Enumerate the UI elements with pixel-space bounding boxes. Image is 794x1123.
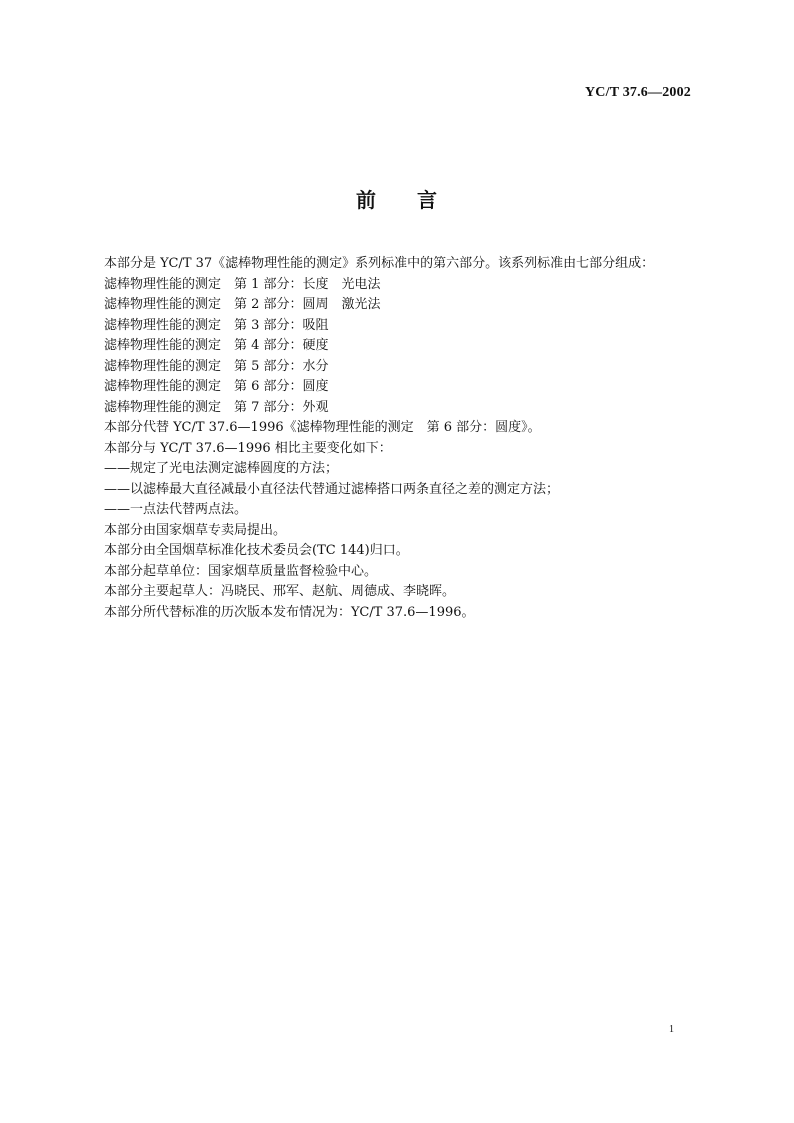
text-line: 滤棒物理性能的测定 第 3 部分：吸阻: [104, 317, 329, 333]
text-line: 本部分由全国烟草标准化技术委员会(TC 144)归口。: [104, 543, 409, 558]
text-line: 滤棒物理性能的测定 第 4 部分：硬度: [104, 338, 329, 353]
text-line: 滤棒物理性能的测定 第 2 部分：圆周 激光法: [104, 297, 381, 312]
text-line: 本部分所代替标准的历次版本发布情况为：YC/T 37.6—1996。: [104, 604, 475, 620]
title-char-1: 前: [356, 188, 377, 212]
text-line: 本部分是 YC/T 37《滤棒物理性能的测定》系列标准中的第六部分。该系列标准由七部分组成：: [104, 256, 655, 271]
text-line: 本部分代替 YC/T 37.6—1996《滤棒物理性能的测定 第 6 部分：圆度》。: [104, 420, 541, 435]
text-line: 本部分由国家烟草专卖局提出。: [104, 522, 287, 538]
page-number: 1: [669, 1024, 674, 1035]
page-title: [0, 184, 794, 213]
text-line: 本部分起草单位：国家烟草质量监督检验中心。: [104, 563, 378, 579]
text-line: ——以滤棒最大直径减最小直径法代替通过滤棒搭口两条直径之差的测定方法；: [104, 481, 560, 497]
text-line: 滤棒物理性能的测定 第 7 部分：外观: [104, 399, 329, 415]
text-line: 本部分主要起草人：冯晓民、邢军、赵航、周德成、李晓晖。: [104, 584, 456, 599]
text-line: ——一点法代替两点法。: [104, 502, 248, 517]
text-line: ——规定了光电法测定滤棒圆度的方法；: [104, 461, 339, 476]
foreword-body: [104, 254, 704, 623]
title-char-2: 言: [417, 188, 438, 212]
text-line: 滤棒物理性能的测定 第 5 部分：水分: [104, 358, 329, 374]
standard-code: YC/T 37.6—2002: [585, 85, 691, 100]
text-line: 滤棒物理性能的测定 第 1 部分：长度 光电法: [104, 276, 381, 292]
text-line: 滤棒物理性能的测定 第 6 部分：圆度: [104, 379, 329, 394]
text-line: 本部分与 YC/T 37.6—1996 相比主要变化如下：: [104, 440, 392, 456]
